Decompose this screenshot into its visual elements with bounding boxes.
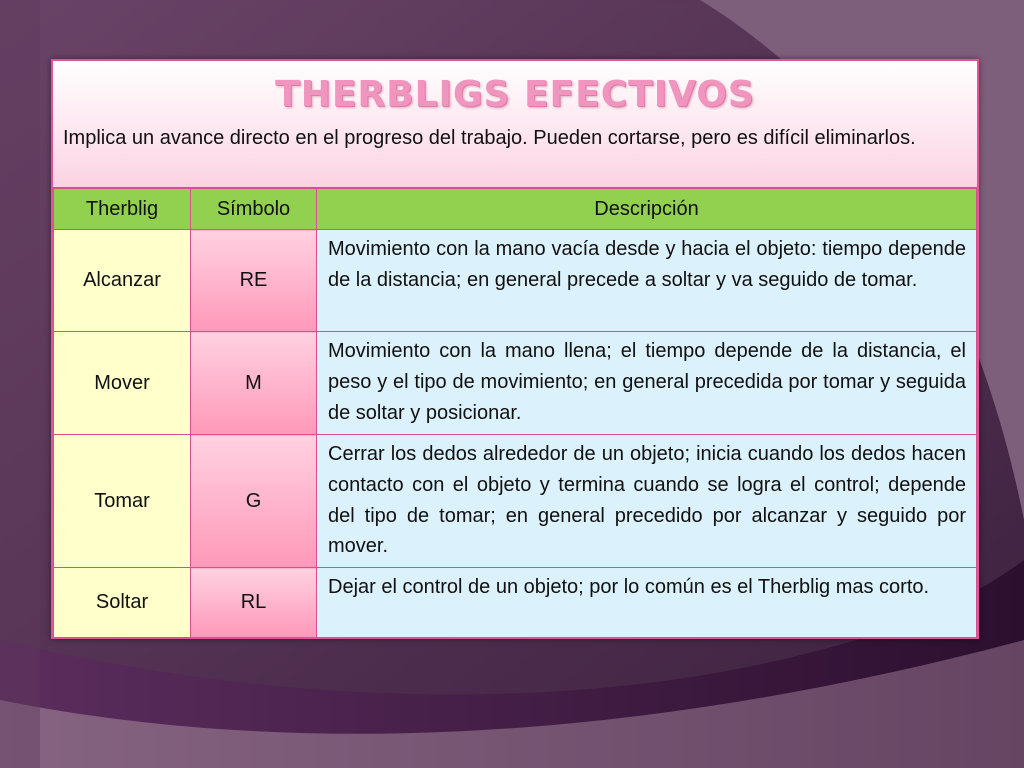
description-cell: Dejar el control de un objeto; por lo común es el Therblig mas corto.: [317, 568, 977, 638]
description-cell: Cerrar los dedos alrededor de un objeto; inicia cuando los dedos hacen contacto con el objeto y termina cuando se logra el control; depende del tipo de tomar; en general precedido por alcanzar y seguido por mover.: [317, 435, 977, 568]
table-row: [54, 568, 977, 638]
therblig-cell: Tomar: [54, 435, 191, 568]
slide-title: THERBLIGS EFECTIVOS: [275, 74, 755, 115]
symbol-cell: G: [191, 435, 317, 568]
column-header-simbolo: Símbolo: [191, 189, 317, 230]
column-header-descripcion: Descripción: [317, 189, 977, 230]
slide-intro: Implica un avance directo en el progreso del trabajo. Pueden cortarse, pero es difícil eliminarlos.: [63, 127, 916, 149]
therblig-cell: Alcanzar: [54, 230, 191, 332]
description-cell: Movimiento con la mano vacía desde y hacia el objeto: tiempo depende de la distancia; en general precede a soltar y va seguido de tomar.: [317, 230, 977, 332]
therblig-cell: Soltar: [54, 568, 191, 638]
symbol-cell: RE: [191, 230, 317, 332]
table-row: [54, 435, 977, 568]
table-row: [54, 230, 977, 332]
therbligs-table: [53, 188, 977, 638]
table-header-row: [54, 189, 977, 230]
symbol-cell: RL: [191, 568, 317, 638]
description-cell: Movimiento con la mano llena; el tiempo depende de la distancia, el peso y el tipo de movimiento; en general precedida por tomar y seguida de soltar y posicionar.: [317, 332, 977, 435]
content-card: [51, 59, 979, 639]
table-row: [54, 332, 977, 435]
slide-header: [53, 61, 977, 188]
symbol-cell: M: [191, 332, 317, 435]
column-header-therblig: Therblig: [54, 189, 191, 230]
therblig-cell: Mover: [54, 332, 191, 435]
